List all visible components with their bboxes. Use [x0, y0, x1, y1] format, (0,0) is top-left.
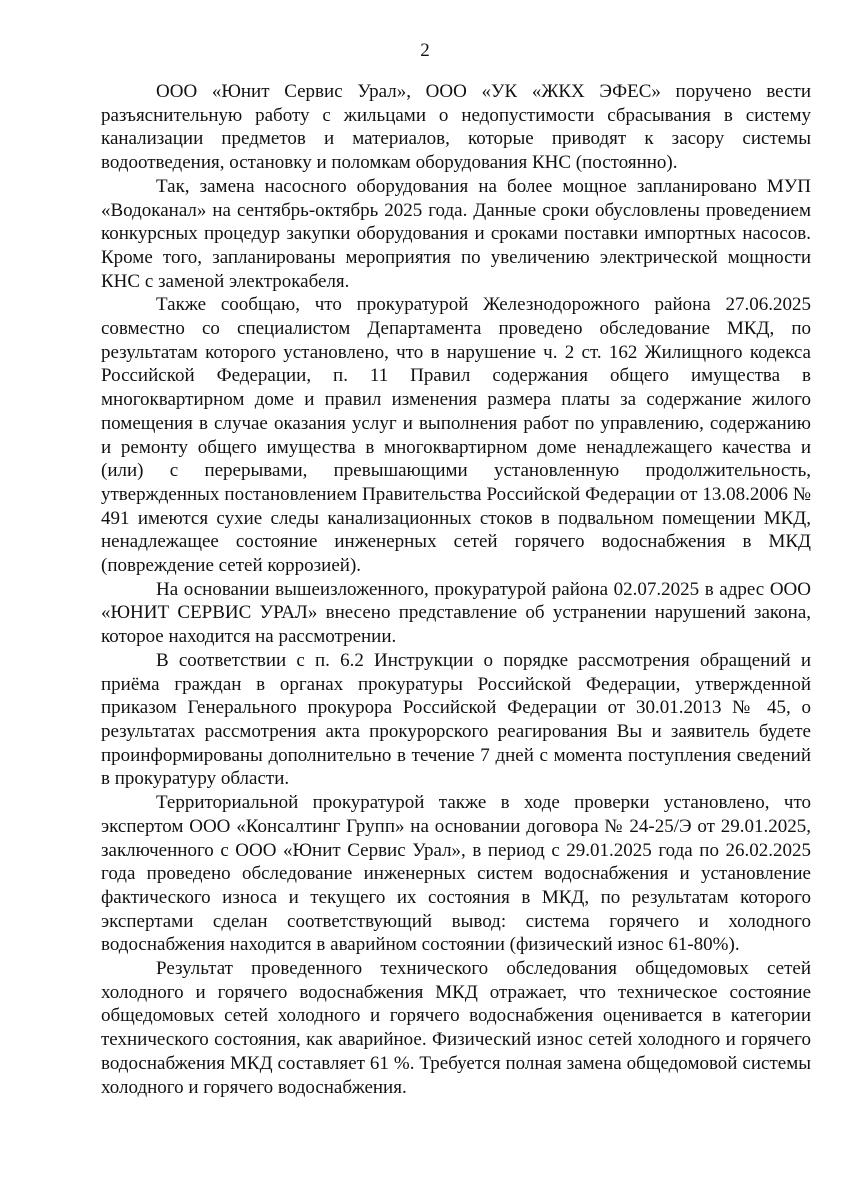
- paragraph-technical-result: Результат проведенного технического обследования общедомовых сетей холодного и горячего водоснабжения МКД отражает, что техническое состояние общедомовых сетей холодного и горячего водоснабжения оценивается в категории технического состояния, как аварийное. Физический износ сетей холодного и горячего водоснабжения МКД составляет 61 %. Требуется полная замена общедомовой системы холодного и горячего водоснабжения.: [101, 958, 811, 1098]
- paragraph-prosecutor-submission: На основании вышеизложенного, прокуратурой района 02.07.2025 в адрес ООО «ЮНИТ СЕРВИС УРАЛ» внесено представление об устранении нарушений закона, которое находится на рассмотрении.: [101, 578, 811, 648]
- paragraph-pump-replacement: Так, замена насосного оборудования на более мощное запланировано МУП «Водоканал» на сентябрь-октябрь 2025 года. Данные сроки обусловлены проведением конкурсных процедур закупки оборудования и сроками поставки импортных насосов. Кроме того, запланированы мероприятия по увеличению электрической мощности КНС с заменой электрокабеля.: [101, 175, 811, 292]
- page-number: 2: [420, 40, 430, 61]
- paragraph-expert-inspection: Территориальной прокуратурой также в ходе проверки установлено, что экспертом ООО «Консалтинг Групп» на основании договора № 24-25/Э от 29.01.2025, заключенного с ООО «Юнит Сервис Урал», в период с 29.01.2025 года по 26.02.2025 года проведено обследование инженерных систем водоснабжения и установление фактического износа и текущего их состояния в МКД, по результатам которого экспертами сделан соответствующий вывод: система горячего и холодного водоснабжения находится в аварийном состоянии (физический износ 61-80%).: [101, 792, 811, 956]
- paragraph-inspection-findings: Также сообщаю, что прокуратурой Железнодорожного района 27.06.2025 совместно со специалистом Департамента проведено обследование МКД, по результатам которого установлено, что в нарушение ч. 2 ст. 162 Жилищного кодекса Российской Федерации, п. 11 Правил содержания общего имущества в многоквартирном доме и правил изменения размера платы за содержание жилого помещения в случае оказания услуг и выполнения работ по управлению, содержанию и ремонту общего имущества в многоквартирном доме ненадлежащего качества и (или) с перерывами, превышающими установленную продолжительность, утвержденных постановлением Правительства Российской Федерации от 13.08.2006 № 491 имеются сухие следы канализационных стоков в подвальном помещении МКД, ненадлежащее состояние инженерных сетей горячего водоснабжения в МКД (повреждение сетей коррозией).: [101, 294, 811, 577]
- paragraph-notification-procedure: В соответствии с п. 6.2 Инструкции о порядке рассмотрения обращений и приёма граждан в органах прокуратуры Российской Федерации, утвержденной приказом Генерального прокурора Российской Федерации от 30.01.2013 № 45, о результатах рассмотрения акта прокурорского реагирования Вы и заявитель будете проинформированы дополнительно в течение 7 дней с момента поступления сведений в прокуратуру области.: [101, 649, 811, 790]
- letter-body: [101, 80, 811, 1099]
- paragraph-instructions-to-management: ООО «Юнит Сервис Урал», ООО «УК «ЖКХ ЭФЕС» поручено вести разъяснительную работу с жильцами о недопустимости сбрасывания в систему канализации предметов и материалов, которые приводят к засору системы водоотведения, остановку и поломкам оборудования КНС (постоянно).: [101, 81, 811, 174]
